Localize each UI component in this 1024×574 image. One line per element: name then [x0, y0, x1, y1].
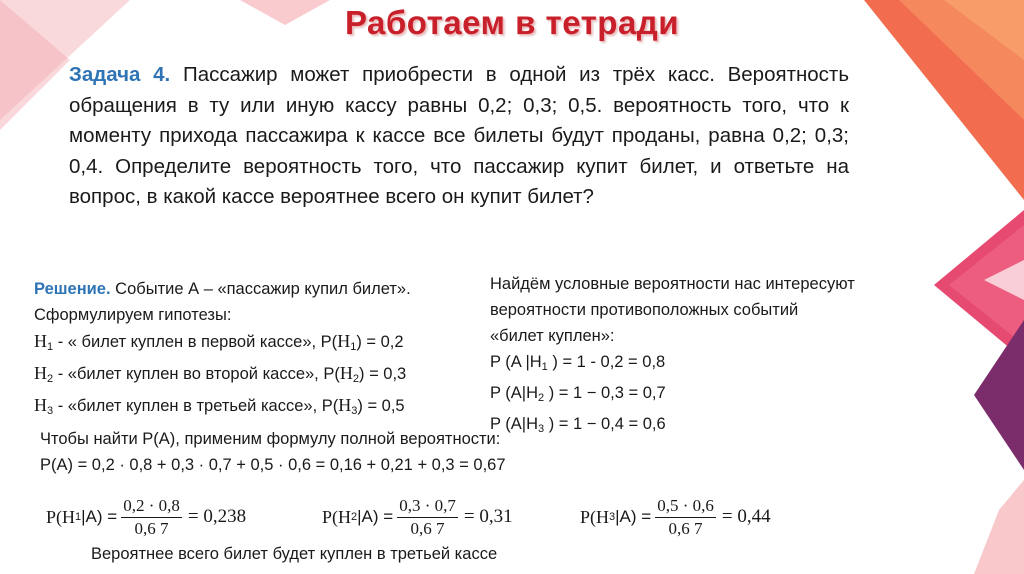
- task-statement: [69, 60, 849, 213]
- conclusion: Вероятнее всего билет будет куплен в третьей кассе: [91, 545, 498, 563]
- total-formula: P(A) = 0,2 · 0,8 + 0,3 · 0,7 + 0,5 · 0,6 = 0,16 + 0,21 + 0,3 = 0,67: [40, 456, 506, 474]
- total-probability: [40, 426, 740, 478]
- hypothesis-3: $H_3$ - «билет куплен в третьей кассе», $P(H_3) = 0,5$: [34, 395, 405, 417]
- total-intro: Чтобы найти P(A), применим формулу полной вероятности:: [40, 430, 501, 448]
- solution-label: Решение.: [34, 280, 111, 298]
- bayes-h3: P(H 3 |A) = $\frac{0,5 \cdot 0,6}{0,6 7}$ = 0,44: [580, 495, 771, 538]
- cond-prob-1: P (A $|H_1$ ) = 1 - 0,2 = 0,8: [490, 353, 666, 373]
- hypothesis-1: $H_1$ - « билет куплен в первой кассе», $P(H_1) = 0,2$: [34, 331, 404, 353]
- hypothesis-2: $H_2$ - «билет куплен во второй кассе», $P(H_2) = 0,3$: [34, 363, 407, 385]
- hypotheses-intro: Сформулируем гипотезы:: [34, 306, 232, 324]
- cond-intro-2: вероятности противоположных событий: [490, 301, 799, 319]
- task-text: Пассажир может приобрести в одной из трёх касс. Вероятность обращения в ту или иную кассу равны 0,2; 0,3; 0,5. вероятность того, что к моменту прихода пассажира к кассе все билеты будут проданы, равна 0,2; 0,3; 0,4. Определите вероятность того, что пассажир купит билет, и ответьте на вопрос, в какой кассе вероятнее всего он купит билет?: [69, 63, 850, 209]
- bayes-h1: P(H 1 |A) = $\frac{0,2 \cdot 0,8}{0,6 7}$ = 0,238: [46, 495, 247, 538]
- cond-prob-2: P ($A|H_2$ ) = 1 − 0,3 = 0,7: [490, 384, 666, 404]
- page-title: Работаем в тетради: [344, 4, 680, 41]
- conditional-probabilities: [490, 271, 950, 442]
- solution-left: [34, 276, 484, 424]
- cond-intro-3: «билет куплен»:: [490, 327, 615, 345]
- event-definition: Событие А – «пассажир купил билет».: [110, 280, 411, 298]
- bayes-h2: P(H 2 |A) = $\frac{0,3 \cdot 0,7}{0,6 7}$ = 0,31: [322, 495, 513, 538]
- task-label: Задача 4.: [69, 63, 171, 86]
- cond-prob-3: P ($A|H_3$ ) = 1 − 0,4 = 0,6: [490, 415, 666, 435]
- cond-intro-1: Найдём условные вероятности нас интересуют: [490, 275, 855, 293]
